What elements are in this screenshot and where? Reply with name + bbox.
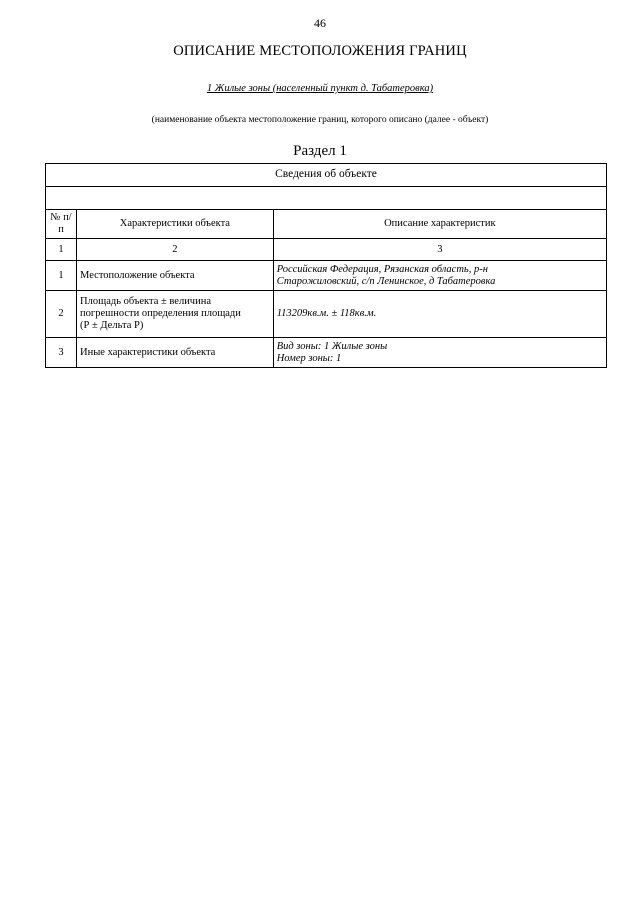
table-row (46, 338, 607, 368)
table-heading-row (46, 164, 607, 187)
object-caption: (наименование объекта местоположение границ, которого описано (далее - объект) (151, 115, 489, 125)
table-row (46, 261, 607, 291)
table-heading: Сведения об объекте (46, 164, 607, 187)
characteristic-line: (Р ± Дельта Р) (80, 320, 144, 332)
column-header-num: № п/п (46, 210, 77, 239)
row-number: 2 (46, 291, 77, 338)
document-title: ОПИСАНИЕ МЕСТОПОЛОЖЕНИЯ ГРАНИЦ (173, 43, 467, 59)
table-column-index-row (46, 239, 607, 261)
table-empty-row (46, 187, 607, 210)
row-description: 113209кв.м. ± 118кв.м. (273, 291, 606, 338)
column-index: 1 (46, 239, 77, 261)
table-column-headers (46, 210, 607, 239)
row-characteristic: Местоположение объекта (77, 261, 274, 291)
object-name (0, 83, 640, 94)
page-number: 46 (314, 16, 326, 30)
description-line: Старожиловский, с/п Ленинское, д Табатеровка (276, 275, 496, 287)
row-number: 3 (46, 338, 77, 368)
description-line: Номер зоны: 1 (276, 352, 342, 364)
row-description (273, 338, 606, 368)
column-header-description: Описание характеристик (273, 210, 606, 239)
characteristic-line: погрешности определения площади (80, 308, 241, 320)
row-characteristic: Иные характеристики объекта (77, 338, 274, 368)
description-line: Российская Федерация, Рязанская область, р-н (276, 263, 488, 275)
column-index: 2 (77, 239, 274, 261)
row-description (273, 261, 606, 291)
object-info-table (45, 163, 607, 368)
table-row (46, 291, 607, 338)
column-index: 3 (273, 239, 606, 261)
row-characteristic (77, 291, 274, 338)
description-line: Вид зоны: 1 Жилые зоны (276, 340, 388, 352)
characteristic-line: Площадь объекта ± величина (80, 296, 211, 308)
table-empty-cell (46, 187, 607, 210)
row-number: 1 (46, 261, 77, 291)
section-title: Раздел 1 (293, 143, 347, 159)
column-header-characteristic: Характеристики объекта (77, 210, 274, 239)
object-name-text: 1 Жилые зоны (населенный пункт д. Табатеровка) (206, 83, 434, 94)
